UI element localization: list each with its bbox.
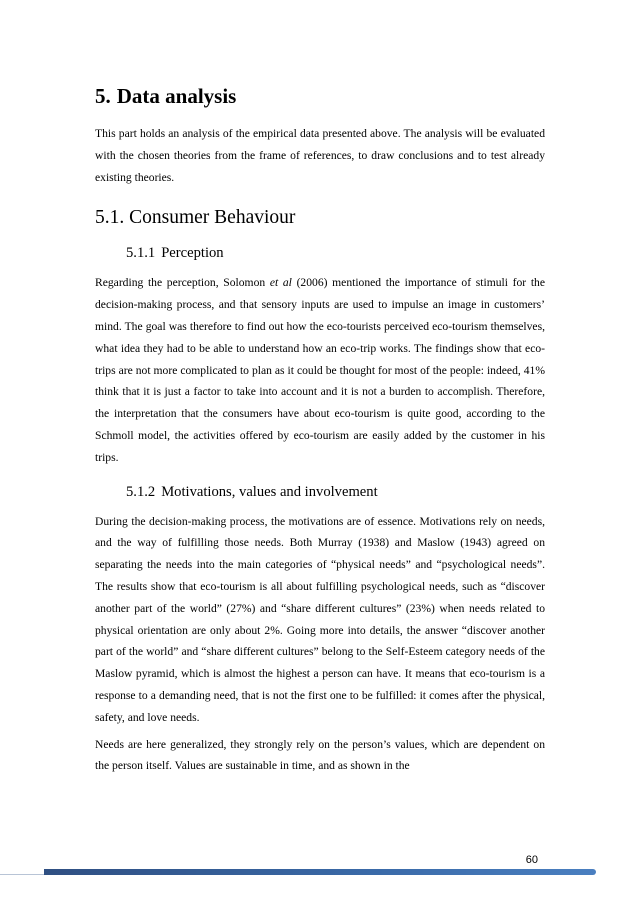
subsection-heading-perception (126, 243, 545, 263)
subsection-title: Motivations, values and involvement (161, 483, 378, 500)
perception-paragraph (95, 272, 545, 468)
subsection-number: 5.1.2 (126, 483, 156, 500)
chapter-heading (95, 84, 545, 108)
page-number: 60 (525, 854, 538, 866)
perception-text-rest: (2006) mentioned the importance of stimuli for the decision-making process, and that sensory inputs are used to impulse an image in customers’ mind. The goal was therefore to find out how the eco-tourists perceived eco-tourism themselves, what idea they had to be able to understand how an eco-trip works. The findings show that eco-trips are not more complicated to plan as it could be thought for most of the people: indeed, 41% think that it is just a factor to take into account and it is not a burden to accomplish. Therefore, the interpretation that the consumers have about eco-tourism is quite good, according to the Schmoll model, the activities offered by eco-tourism are easily added by the customer in his trips. (95, 276, 545, 464)
subsection-number: 5.1.1 (126, 245, 156, 262)
motivations-paragraph-2: Needs are here generalized, they strongly rely on the person’s values, which are dependent on the person itself. Values are sustainable in time, and as shown in the (95, 737, 545, 773)
chapter-title: Data analysis (116, 84, 237, 108)
subsection-title: Perception (161, 245, 224, 262)
section-heading: 5.1. Consumer Behaviour (95, 207, 296, 229)
page-content (95, 84, 545, 777)
chapter-number: 5. (95, 84, 111, 108)
motivations-paragraph-1: During the decision-making process, the motivations are of essence. Motivations rely on needs, and the way of fulfilling those needs. Both Murray (1938) and Maslow (1943) agreed on separating the needs into the main categories of “physical needs” and “psychological needs”. The results show that eco-tourism is all about fulfilling psychological needs, such as “discover another part of the world” (27%) and “share different cultures” (23%) when needs related to physical orientation are only about 2%. Going more into details, the answer “discover another part of the world” and “share different cultures” belong to the Self-Esteem category needs of the Maslow pyramid, which is almost the highest a person can have. It means that eco-tourism is a response to a demanding need, that is not the first one to be fulfilled: it comes after the physical, safety, and love needs. (95, 514, 545, 724)
subsection-heading-motivations (126, 482, 545, 502)
perception-citation-em: et al (269, 276, 292, 290)
footer-rule (44, 869, 596, 875)
chapter-intro-paragraph: This part holds an analysis of the empirical data presented above. The analysis will be evaluated with the chosen theories from the frame of references, to draw conclusions and to test already existing theories. (95, 127, 545, 184)
footer-thin-rule (0, 874, 44, 875)
perception-text-start: Regarding the perception, Solomon (95, 276, 270, 290)
